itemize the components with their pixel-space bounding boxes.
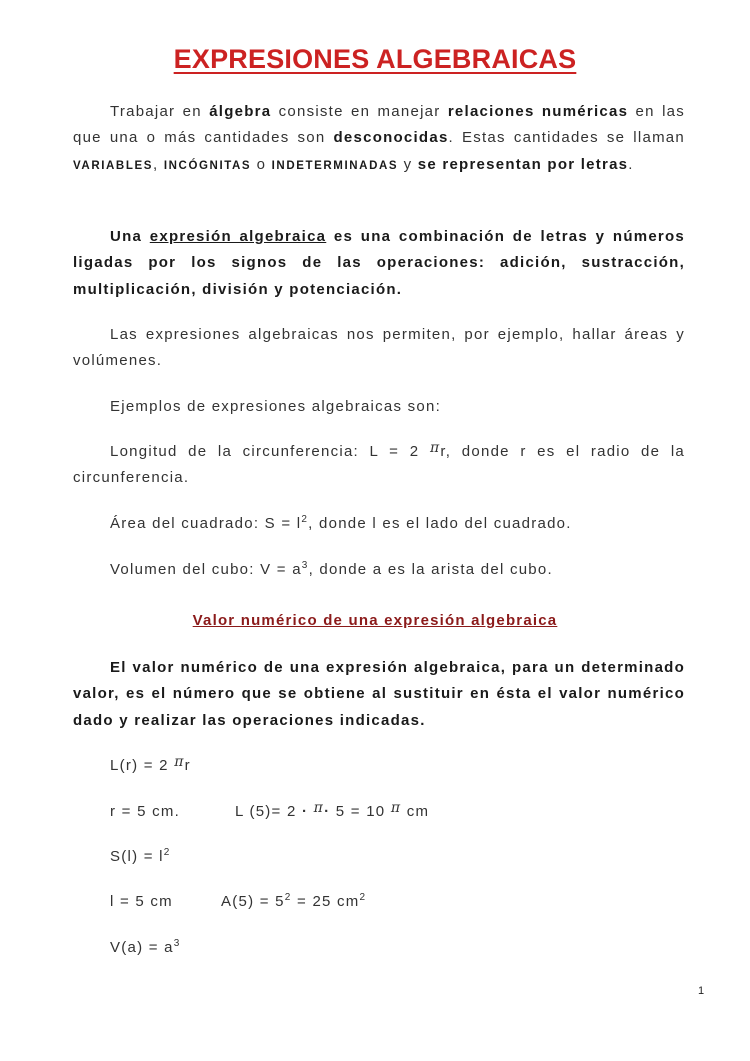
text-run: S(l) = l bbox=[110, 848, 164, 865]
text-run: Área del cuadrado: S = l bbox=[110, 515, 302, 532]
pi-symbol: π bbox=[174, 754, 185, 770]
bold-term: se representan por letras bbox=[417, 155, 629, 173]
text-run: . bbox=[628, 155, 634, 173]
exponent: 2 bbox=[163, 847, 171, 858]
formula-volume bbox=[110, 939, 181, 956]
exponent: 2 bbox=[359, 892, 367, 903]
text-run: , donde a es la arista del cubo. bbox=[308, 561, 553, 578]
smallcaps-term: VARIABLES bbox=[73, 159, 153, 172]
examples-intro: Ejemplos de expresiones algebraicas son: bbox=[110, 398, 441, 415]
exponent: 3 bbox=[173, 938, 181, 949]
text-run: Longitud de la circunferencia: L = 2 bbox=[110, 443, 430, 460]
text-run: = 25 cm bbox=[291, 893, 360, 910]
text-run: es una combinación de letras y números ligadas por los signos de las operaciones: adición, sustracción, multiplicación, división y potenciación. bbox=[73, 228, 685, 298]
page-number: 1 bbox=[698, 985, 705, 997]
pi-symbol: π bbox=[390, 800, 402, 816]
text-run: Una bbox=[110, 228, 150, 245]
text-run: o bbox=[251, 155, 272, 173]
text-run: Trabajar en bbox=[110, 103, 210, 120]
exponent: 2 bbox=[284, 892, 292, 903]
formula-length bbox=[110, 754, 191, 774]
pi-symbol: π bbox=[429, 440, 441, 456]
numeric-value-definition: El valor numérico de una expresión algebraica, para un determinado valor, es el número que se obtiene al sustituir en ésta el valor numérico dado y realizar las operaciones indicadas. bbox=[73, 659, 685, 729]
text-run: , bbox=[153, 155, 164, 173]
page-title: EXPRESIONES ALGEBRAICAS bbox=[173, 44, 577, 74]
multiply-dot: · bbox=[324, 803, 331, 820]
text-run: L (5)= 2 bbox=[235, 803, 302, 820]
intro-paragraph bbox=[73, 99, 685, 179]
example-square bbox=[73, 511, 685, 537]
usage-paragraph: Las expresiones algebraicas nos permiten, por ejemplo, hallar áreas y volúmenes. bbox=[73, 326, 685, 370]
text-run: L(r) = 2 bbox=[110, 757, 175, 774]
text-run: y bbox=[398, 155, 418, 173]
text-run: consiste en manejar bbox=[271, 103, 448, 120]
text-run: Volumen del cubo: V = a bbox=[110, 561, 302, 578]
area-evaluation bbox=[221, 893, 366, 910]
smallcaps-term: INDETERMINADAS bbox=[271, 159, 399, 172]
smallcaps-term: INCÓGNITAS bbox=[163, 159, 252, 172]
text-run: 5 = 10 bbox=[330, 803, 391, 820]
definition-paragraph bbox=[73, 224, 685, 303]
formula-area bbox=[110, 848, 171, 865]
text-run: r bbox=[184, 757, 191, 774]
bold-term: relaciones numéricas bbox=[447, 103, 629, 120]
text-run: cm bbox=[401, 803, 430, 820]
text-run: V(a) = a bbox=[110, 939, 174, 956]
text-run: en las que una o más cantidades son bbox=[73, 103, 685, 147]
example-circumference bbox=[73, 439, 685, 492]
example-cube bbox=[73, 557, 685, 583]
exponent: 2 bbox=[301, 514, 309, 525]
pi-symbol: π bbox=[313, 800, 325, 816]
text-run: . Estas cantidades se llaman bbox=[448, 129, 685, 147]
given-radius: r = 5 cm. bbox=[110, 803, 181, 820]
text-run: r, donde r es el radio de la circunferencia. bbox=[73, 443, 685, 487]
underlined-term: expresión algebraica bbox=[149, 228, 327, 245]
bold-term: álgebra bbox=[209, 103, 272, 120]
exponent: 3 bbox=[301, 560, 309, 571]
text-run: , donde l es el lado del cuadrado. bbox=[308, 515, 572, 532]
length-evaluation bbox=[235, 800, 430, 820]
multiply-dot: · bbox=[301, 803, 309, 820]
given-side: l = 5 cm bbox=[110, 893, 173, 910]
bold-term: desconocidas bbox=[333, 129, 449, 147]
text-run: A(5) = 5 bbox=[221, 893, 285, 910]
section-subtitle: Valor numérico de una expresión algebraica bbox=[192, 612, 558, 629]
